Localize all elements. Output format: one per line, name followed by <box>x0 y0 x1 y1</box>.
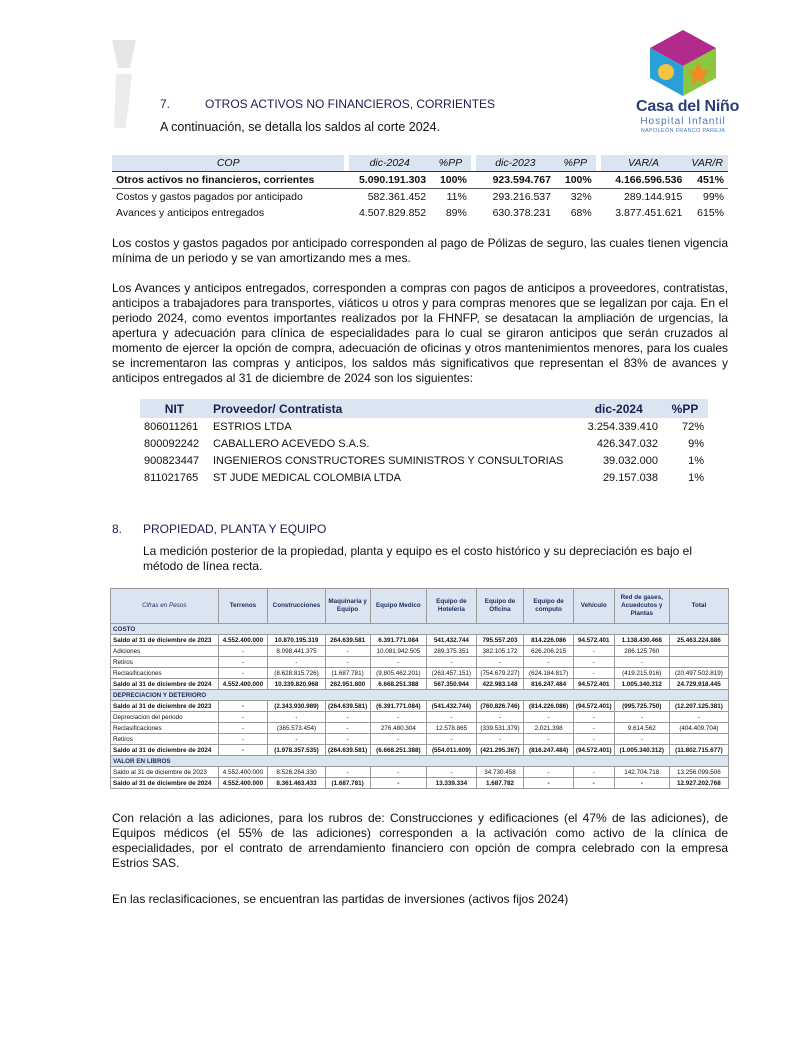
column-header: Total <box>669 589 728 624</box>
table-cell: - <box>573 767 614 778</box>
table-cell: 10.339.820.968 <box>268 679 325 690</box>
table-cell: 25.463.224.886 <box>669 635 728 646</box>
column-header: %PP <box>555 155 596 172</box>
table-cell: Saldo al 31 de diciembre de 2023 <box>111 635 219 646</box>
table-cell: - <box>370 657 427 668</box>
table-header-row <box>112 155 728 172</box>
table-cell: 1% <box>688 471 704 484</box>
table-cell: - <box>218 701 268 712</box>
table-cell: 814.226.086 <box>524 635 573 646</box>
table-cell: Depreciacion del periodo <box>111 712 219 723</box>
table-cell: 68% <box>570 207 592 219</box>
table-cell: - <box>218 668 268 679</box>
table-cell: - <box>573 734 614 745</box>
table-cell: 94.572.401 <box>573 635 614 646</box>
table-cell: 13.256.099.506 <box>669 767 728 778</box>
table-cell: 451% <box>686 172 728 189</box>
table-cell: (816.247.484) <box>524 745 573 756</box>
column-header: Proveedor/ Contratista <box>209 399 576 418</box>
column-header: VAR/R <box>686 155 728 172</box>
table-row <box>111 679 729 690</box>
table-cell: (404.409.704) <box>669 723 728 734</box>
table-cell: - <box>325 657 370 668</box>
table-cell: - <box>268 712 325 723</box>
table-cell: 900823447 <box>144 454 200 467</box>
table-row <box>112 189 728 206</box>
table-row <box>112 172 728 189</box>
table-cell: 582.361.452 <box>367 191 427 203</box>
table-cell: 6.668.251.388 <box>370 679 427 690</box>
table-cell: - <box>370 734 427 745</box>
table-cell <box>669 646 728 657</box>
table-row <box>111 701 729 712</box>
table-cell: - <box>614 734 669 745</box>
table-cell: Saldo al 31 de diciembre de 2023 <box>111 767 219 778</box>
table-cell: 4.552.400.000 <box>218 778 268 789</box>
section-8-title: PROPIEDAD, PLANTA Y EQUIPO <box>143 522 327 536</box>
table-cell: Saldo al 31 de diciembre de 2024 <box>111 679 219 690</box>
table-cell: 1.005.340.312 <box>614 679 669 690</box>
table-row <box>140 469 708 486</box>
table-cell: - <box>573 668 614 679</box>
column-header: Red de gases, Acuedcutos y Plantas <box>614 589 669 624</box>
table-cell: Retiros <box>111 734 219 745</box>
table-cell: 1% <box>688 454 704 467</box>
table-cell: 289.144.915 <box>623 191 683 203</box>
table-cell: ESTRIOS LTDA <box>212 420 292 433</box>
property-plant-equipment-table <box>110 588 729 789</box>
table-cell: 32% <box>570 191 592 203</box>
table-cell: 626.206.215 <box>524 646 573 657</box>
table-cell: (8.628.815.726) <box>268 668 325 679</box>
section-8-number: 8. <box>112 522 123 536</box>
table-row <box>111 657 729 668</box>
table-cell: - <box>427 712 476 723</box>
table-cell: 29.157.038 <box>602 471 658 484</box>
table-cell: 72% <box>681 420 704 433</box>
column-header: COP <box>112 155 344 172</box>
table-cell: Avances y anticipos entregados <box>116 207 265 219</box>
section-7-heading <box>160 97 495 111</box>
section-label: COSTO <box>111 624 729 635</box>
supplier-table <box>140 399 708 486</box>
table-cell: 100% <box>555 172 596 189</box>
table-row <box>111 635 729 646</box>
table-cell: 12.927.202.768 <box>669 778 728 789</box>
other-assets-table <box>112 155 728 221</box>
table-cell: 34.730.458 <box>476 767 524 778</box>
table-cell: 2.021.398 <box>524 723 573 734</box>
table-cell: - <box>524 657 573 668</box>
column-header: NIT <box>140 399 209 418</box>
table-cell: CABALLERO ACEVEDO S.A.S. <box>212 437 370 450</box>
table-cell: - <box>524 767 573 778</box>
table-cell: - <box>573 723 614 734</box>
table-cell: 8.098.441.375 <box>268 646 325 657</box>
table-cell <box>669 657 728 668</box>
table-cell: - <box>325 723 370 734</box>
table-cell: 4.552.400.000 <box>218 767 268 778</box>
table-cell: - <box>218 745 268 756</box>
table-cell: INGENIEROS CONSTRUCTORES SUMINISTROS Y CONSULTORIAS <box>212 454 564 467</box>
table-cell: 100% <box>430 172 471 189</box>
section-7-title: OTROS ACTIVOS NO FINANCIEROS, CORRIENTES <box>205 97 496 111</box>
table-cell: 630.378.231 <box>492 207 551 219</box>
table-cell: (11.802.715.677) <box>669 745 728 756</box>
table-cell: (1.687.781) <box>325 778 370 789</box>
hospital-logo <box>636 28 740 136</box>
table-row <box>112 205 728 221</box>
section-label: DEPRECIACION Y DETERIORO <box>111 690 729 701</box>
table-cell: (9.805.462.201) <box>370 668 427 679</box>
table-cell: 8.526.264.330 <box>268 767 325 778</box>
table-cell: (365.573.454) <box>268 723 325 734</box>
table-cell: Saldo al 31 de diciembre de 2024 <box>111 778 219 789</box>
column-header: Maquinaria y Equipo <box>325 589 370 624</box>
table-cell: 8.361.463.433 <box>268 778 325 789</box>
table-cell: - <box>218 657 268 668</box>
table-cell: 264.639.581 <box>325 635 370 646</box>
table-cell: - <box>218 646 268 657</box>
table-cell: - <box>427 767 476 778</box>
table-cell: - <box>573 712 614 723</box>
table-cell: - <box>325 712 370 723</box>
table-cell: 615% <box>697 207 724 219</box>
table-cell: 99% <box>702 191 724 203</box>
table-cell: (814.226.086) <box>524 701 573 712</box>
table-cell: 94.572.401 <box>573 679 614 690</box>
column-header: dic-2024 <box>349 155 430 172</box>
table-cell: (624.184.817) <box>524 668 573 679</box>
table-cell: - <box>370 778 427 789</box>
table-cell: - <box>325 767 370 778</box>
table-cell: 567.350.944 <box>427 679 476 690</box>
table-cell: - <box>370 767 427 778</box>
table-row <box>111 734 729 745</box>
table-cell: 422.983.148 <box>476 679 524 690</box>
table-header-row <box>140 399 708 418</box>
table-cell: 13.339.334 <box>427 778 476 789</box>
table-row <box>111 668 729 679</box>
table-cell: (6.391.771.084) <box>370 701 427 712</box>
table-cell: Costos y gastos pagados por anticipado <box>116 191 303 203</box>
table-cell: (1.005.340.312) <box>614 745 669 756</box>
table-cell: - <box>370 712 427 723</box>
column-header: Equipo de cómputo <box>524 589 573 624</box>
table-cell: 4.552.400.000 <box>218 679 268 690</box>
table-row <box>111 778 729 789</box>
table-row <box>111 712 729 723</box>
table-cell: - <box>218 734 268 745</box>
table-cell: Saldo al 31 de diciembre de 2024 <box>111 745 219 756</box>
paragraph-prepaid-costs: Los costos y gastos pagados por anticipado corresponden al pago de Pólizas de seguro, las cuales tienen vigencia mínima de un periodo y se van amortizando mes a mes. <box>112 236 728 265</box>
table-cell: 276.480.304 <box>370 723 427 734</box>
table-cell: - <box>614 657 669 668</box>
table-cell: 89% <box>445 207 467 219</box>
table-cell <box>669 734 728 745</box>
table-cell: 10.081.942.505 <box>370 646 427 657</box>
table-cell: 923.594.767 <box>476 172 555 189</box>
column-header: Vehículo <box>573 589 614 624</box>
table-cell: (264.639.581) <box>325 701 370 712</box>
paragraph-reclassifications: En las reclasificaciones, se encuentran las partidas de inversiones (activos fijos 2024) <box>112 892 569 906</box>
table-cell: - <box>268 657 325 668</box>
column-header: %PP <box>662 399 708 418</box>
table-cell: (264.639.581) <box>325 745 370 756</box>
table-cell: (541.432.744) <box>427 701 476 712</box>
table-cell: 9.614.562 <box>614 723 669 734</box>
table-cell: (263.457.151) <box>427 668 476 679</box>
table-cell: - <box>325 734 370 745</box>
table-cell: 4.507.829.852 <box>358 207 427 219</box>
table-cell: 286.125.760 <box>614 646 669 657</box>
table-cell: 800092242 <box>144 437 200 450</box>
logo-tagline: NAPOLEÓN FRANCO PAREJA <box>640 128 726 134</box>
table-row <box>111 745 729 756</box>
table-cell: (419.215.916) <box>614 668 669 679</box>
table-cell: - <box>614 712 669 723</box>
logo-house-icon <box>636 28 730 98</box>
table-cell: - <box>524 734 573 745</box>
table-cell: 4.166.596.536 <box>601 172 687 189</box>
table-cell: - <box>268 734 325 745</box>
table-cell: 6.391.771.084 <box>370 635 427 646</box>
table-cell: 142.704.718 <box>614 767 669 778</box>
table-cell: 3.254.339.410 <box>587 420 658 433</box>
section-7-number: 7. <box>160 97 171 111</box>
column-header: Equipo de Oficina <box>476 589 524 624</box>
table-cell: - <box>669 712 728 723</box>
table-cell: 293.216.537 <box>492 191 551 203</box>
table-cell: 795.557.203 <box>476 635 524 646</box>
table-cell: 4.552.400.000 <box>218 635 268 646</box>
table-cell: - <box>218 712 268 723</box>
table-cell: Adiciones <box>111 646 219 657</box>
watermark-graphic <box>112 38 138 130</box>
table-cell: - <box>427 734 476 745</box>
table-cell: 12.578.865 <box>427 723 476 734</box>
table-row <box>111 723 729 734</box>
table-cell: 11% <box>446 191 467 203</box>
column-header: Construcciones <box>268 589 325 624</box>
table-header-row <box>111 589 729 624</box>
table-cell: - <box>573 778 614 789</box>
table-cell: (754.679.227) <box>476 668 524 679</box>
section-row <box>111 756 729 767</box>
table-cell: - <box>476 712 524 723</box>
table-cell: - <box>218 723 268 734</box>
table-cell: (2.343.930.989) <box>268 701 325 712</box>
table-cell: 289.375.351 <box>427 646 476 657</box>
table-row <box>140 452 708 469</box>
table-cell: 5.090.191.303 <box>349 172 430 189</box>
table-cell: 10.870.195.319 <box>268 635 325 646</box>
table-cell: (94.572.401) <box>573 701 614 712</box>
table-cell: 24.729.918.445 <box>669 679 728 690</box>
table-cell: 806011261 <box>144 420 199 433</box>
section-label: VALOR EN LIBROS <box>111 756 729 767</box>
table-row <box>140 435 708 452</box>
table-cell: (1.687.781) <box>325 668 370 679</box>
table-cell: 262.951.800 <box>325 679 370 690</box>
table-row <box>140 418 708 435</box>
table-cell: Otros activos no financieros, corrientes <box>112 172 344 189</box>
section-8-intro: La medición posterior de la propiedad, planta y equipo es el costo histórico y su depreciación es bajo el método de línea recta. <box>143 544 692 573</box>
column-header: dic-2023 <box>476 155 555 172</box>
table-cell: 9% <box>688 437 704 450</box>
column-header: dic-2024 <box>575 399 662 418</box>
paragraph-advances: Los Avances y anticipos entregados, corresponden a compras con pagos de anticipos a proveedores, contratistas, anticipos a trabajadores para transportes, viáticos u otros y para compras menores que se legalizan por caja. En el periodo 2024, como eventos importantes realizados por la FHNFP, se desatacan la ampliación de urgencias, la apertura y adecuación para clínica de especialidades para lo cual se giraron anticipos que serán cruzados al momento de ejercer la opción de compra, adecuación de oficinas y otros mantenimientos menores, para los cuales se incrementaron las compras y anticipos, los saldos más significativos que representan el 83% de avances y anticipos entregados al 31 de diciembre de 2024 son los siguientes: <box>112 281 728 385</box>
table-cell: 541.432.744 <box>427 635 476 646</box>
logo-subtitle: Hospital Infantil <box>640 116 726 127</box>
table-cell: - <box>573 657 614 668</box>
column-header: Terrenos <box>218 589 268 624</box>
logo-name: Casa del Niño <box>636 98 740 115</box>
table-row <box>111 767 729 778</box>
table-cell: (339.531.379) <box>476 723 524 734</box>
table-cell: - <box>614 778 669 789</box>
section-row <box>111 624 729 635</box>
table-cell: Reclasificaciones <box>111 668 219 679</box>
table-cell: 426.347.032 <box>596 437 658 450</box>
table-cell: 382.105.172 <box>476 646 524 657</box>
table-cell: - <box>476 734 524 745</box>
table-row <box>111 646 729 657</box>
column-header: Equipo Medico <box>370 589 427 624</box>
table-cell: 3.877.451.621 <box>615 207 683 219</box>
table-cell: (94.572.401) <box>573 745 614 756</box>
table-cell: (1.978.357.535) <box>268 745 325 756</box>
table-cell: (554.011.609) <box>427 745 476 756</box>
table-cell: Reclasificaciones <box>111 723 219 734</box>
table-cell: - <box>524 778 573 789</box>
table-cell: Saldo al 31 de diciembre de 2023 <box>111 701 219 712</box>
section-7-intro: A continuación, se detalla los saldos al corte 2024. <box>160 120 441 134</box>
table-cell: - <box>325 646 370 657</box>
table-cell: - <box>573 646 614 657</box>
table-cell: - <box>476 657 524 668</box>
table-cell: 816.247.484 <box>524 679 573 690</box>
table-cell: (20.497.502.819) <box>669 668 728 679</box>
column-header: Equipo de Hoteleria <box>427 589 476 624</box>
table-cell: - <box>427 657 476 668</box>
table-cell: (421.295.367) <box>476 745 524 756</box>
section-row <box>111 690 729 701</box>
table-cell: (760.826.746) <box>476 701 524 712</box>
column-header: Cifras en Pesos <box>111 589 219 624</box>
table-cell: (995.725.750) <box>614 701 669 712</box>
table-cell: 1.687.782 <box>476 778 524 789</box>
table-cell: (6.668.251.388) <box>370 745 427 756</box>
table-cell: - <box>524 712 573 723</box>
table-cell: 811021765 <box>144 471 199 484</box>
table-cell: ST JUDE MEDICAL COLOMBIA LTDA <box>212 471 401 484</box>
section-8-heading <box>112 522 326 536</box>
column-header: %PP <box>430 155 471 172</box>
table-cell: 1.138.430.468 <box>614 635 669 646</box>
column-header: VAR/A <box>601 155 687 172</box>
table-cell: Retiros <box>111 657 219 668</box>
paragraph-additions: Con relación a las adiciones, para los rubros de: Construcciones y edificaciones (el 47% de las adiciones), de Equipos médicos (el 55% de las adiciones) corresponden a la activación como activo de la clínica de especialidades, por el contrato de arrendamiento financiero con opción de compra celebrado con la empresa Estrios SAS. <box>112 811 728 870</box>
table-cell: 39.032.000 <box>602 454 658 467</box>
table-cell: (12.207.125.381) <box>669 701 728 712</box>
